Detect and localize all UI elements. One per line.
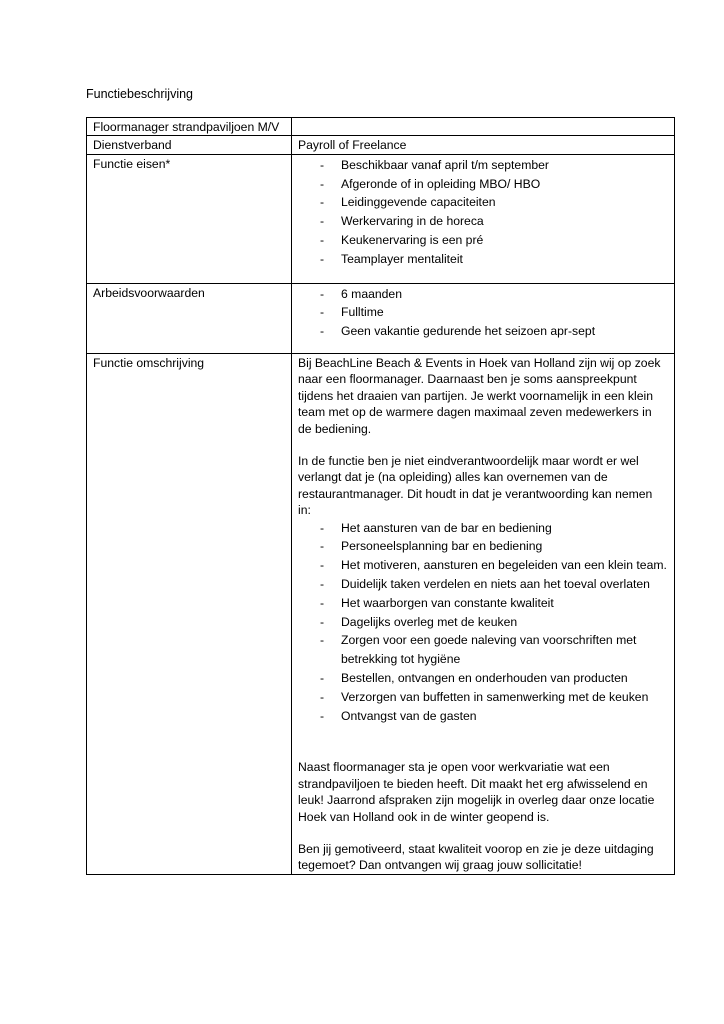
list-item: - Leidinggevende capaciteiten [298,193,668,212]
list-item: - Ontvangst van de gasten [298,707,668,726]
list-item: - Verzorgen van buffetten in samenwerking met de keuken [298,688,668,707]
list-item: - Het motiveren, aansturen en begeleiden van een klein team. [298,556,668,575]
dienstverband-label: Dienstverband [87,136,292,154]
list-item: - Bestellen, ontvangen en onderhouden van producten [298,669,668,688]
eisen-list [298,156,668,269]
job-description-table [86,117,675,875]
list-item: - Duidelijk taken verdelen en niets aan het toeval overlaten [298,575,668,594]
list-item: - Het waarborgen van constante kwaliteit [298,594,668,613]
list-item: - Werkervaring in de horeca [298,212,668,231]
eisen-cell [292,154,675,283]
omschrijving-cell [292,353,675,874]
omschrijving-paragraph-4: Ben jij gemotiveerd, staat kwaliteit voorop en zie je deze uitdaging tegemoet? Dan ontvangen wij graag jouw sollicitatie! [298,842,654,873]
list-item: - Teamplayer mentaliteit [298,250,668,269]
dienstverband-row [87,136,675,154]
empty-cell [292,118,675,136]
job-title-cell: Floormanager strandpaviljoen M/V [87,118,292,136]
title-row [87,118,675,136]
list-item: - Dagelijks overleg met de keuken [298,613,668,632]
voorwaarden-label: Arbeidsvoorwaarden [87,283,292,353]
voorwaarden-row [87,283,675,353]
list-item: - Het aansturen van de bar en bediening [298,519,668,538]
eisen-row [87,154,675,283]
omschrijving-row [87,353,675,874]
list-item: - 6 maanden [298,285,668,304]
voorwaarden-list [298,285,668,341]
omschrijving-paragraph-2: In de functie ben je niet eindverantwoordelijk maar wordt er wel verlangt dat je (na opleiding) alles kan overnemen van de restaurantmanager. Dit houdt in dat je verantwoording kan nemen in: [298,454,653,518]
list-item: - Zorgen voor een goede naleving van voorschriften met betrekking tot hygiëne [298,631,668,669]
eisen-label: Functie eisen* [87,154,292,283]
list-item: - Afgeronde of in opleiding MBO/ HBO [298,175,668,194]
voorwaarden-cell [292,283,675,353]
list-item: - Keukenervaring is een pré [298,231,668,250]
list-item: - Beschikbaar vanaf april t/m september [298,156,668,175]
omschrijving-label: Functie omschrijving [87,353,292,874]
omschrijving-paragraph-1: Bij BeachLine Beach & Events in Hoek van Holland zijn wij op zoek naar een floormanager. Daarnaast ben je soms aanspreekpunt tijdens het draaien van partijen. Je werkt voornamelijk in een klein team met op de warmere dagen maximaal zeven medewerkers in de bediening. [298,355,661,436]
document-heading: Functiebeschrijving [86,87,193,101]
dienstverband-value: Payroll of Freelance [292,136,675,154]
list-item: - Personeelsplanning bar en bediening [298,537,668,556]
omschrijving-list [298,519,668,726]
list-item: - Geen vakantie gedurende het seizoen apr-sept [298,322,668,341]
list-item: - Fulltime [298,303,668,322]
omschrijving-paragraph-3: Naast floormanager sta je open voor werkvariatie wat een strandpaviljoen te bieden heeft. Dit maakt het erg afwisselend en leuk! Jaarrond afspraken zijn mogelijk in overleg daar onze locatie Hoek van Holland ook in de winter geopend is. [298,760,655,824]
